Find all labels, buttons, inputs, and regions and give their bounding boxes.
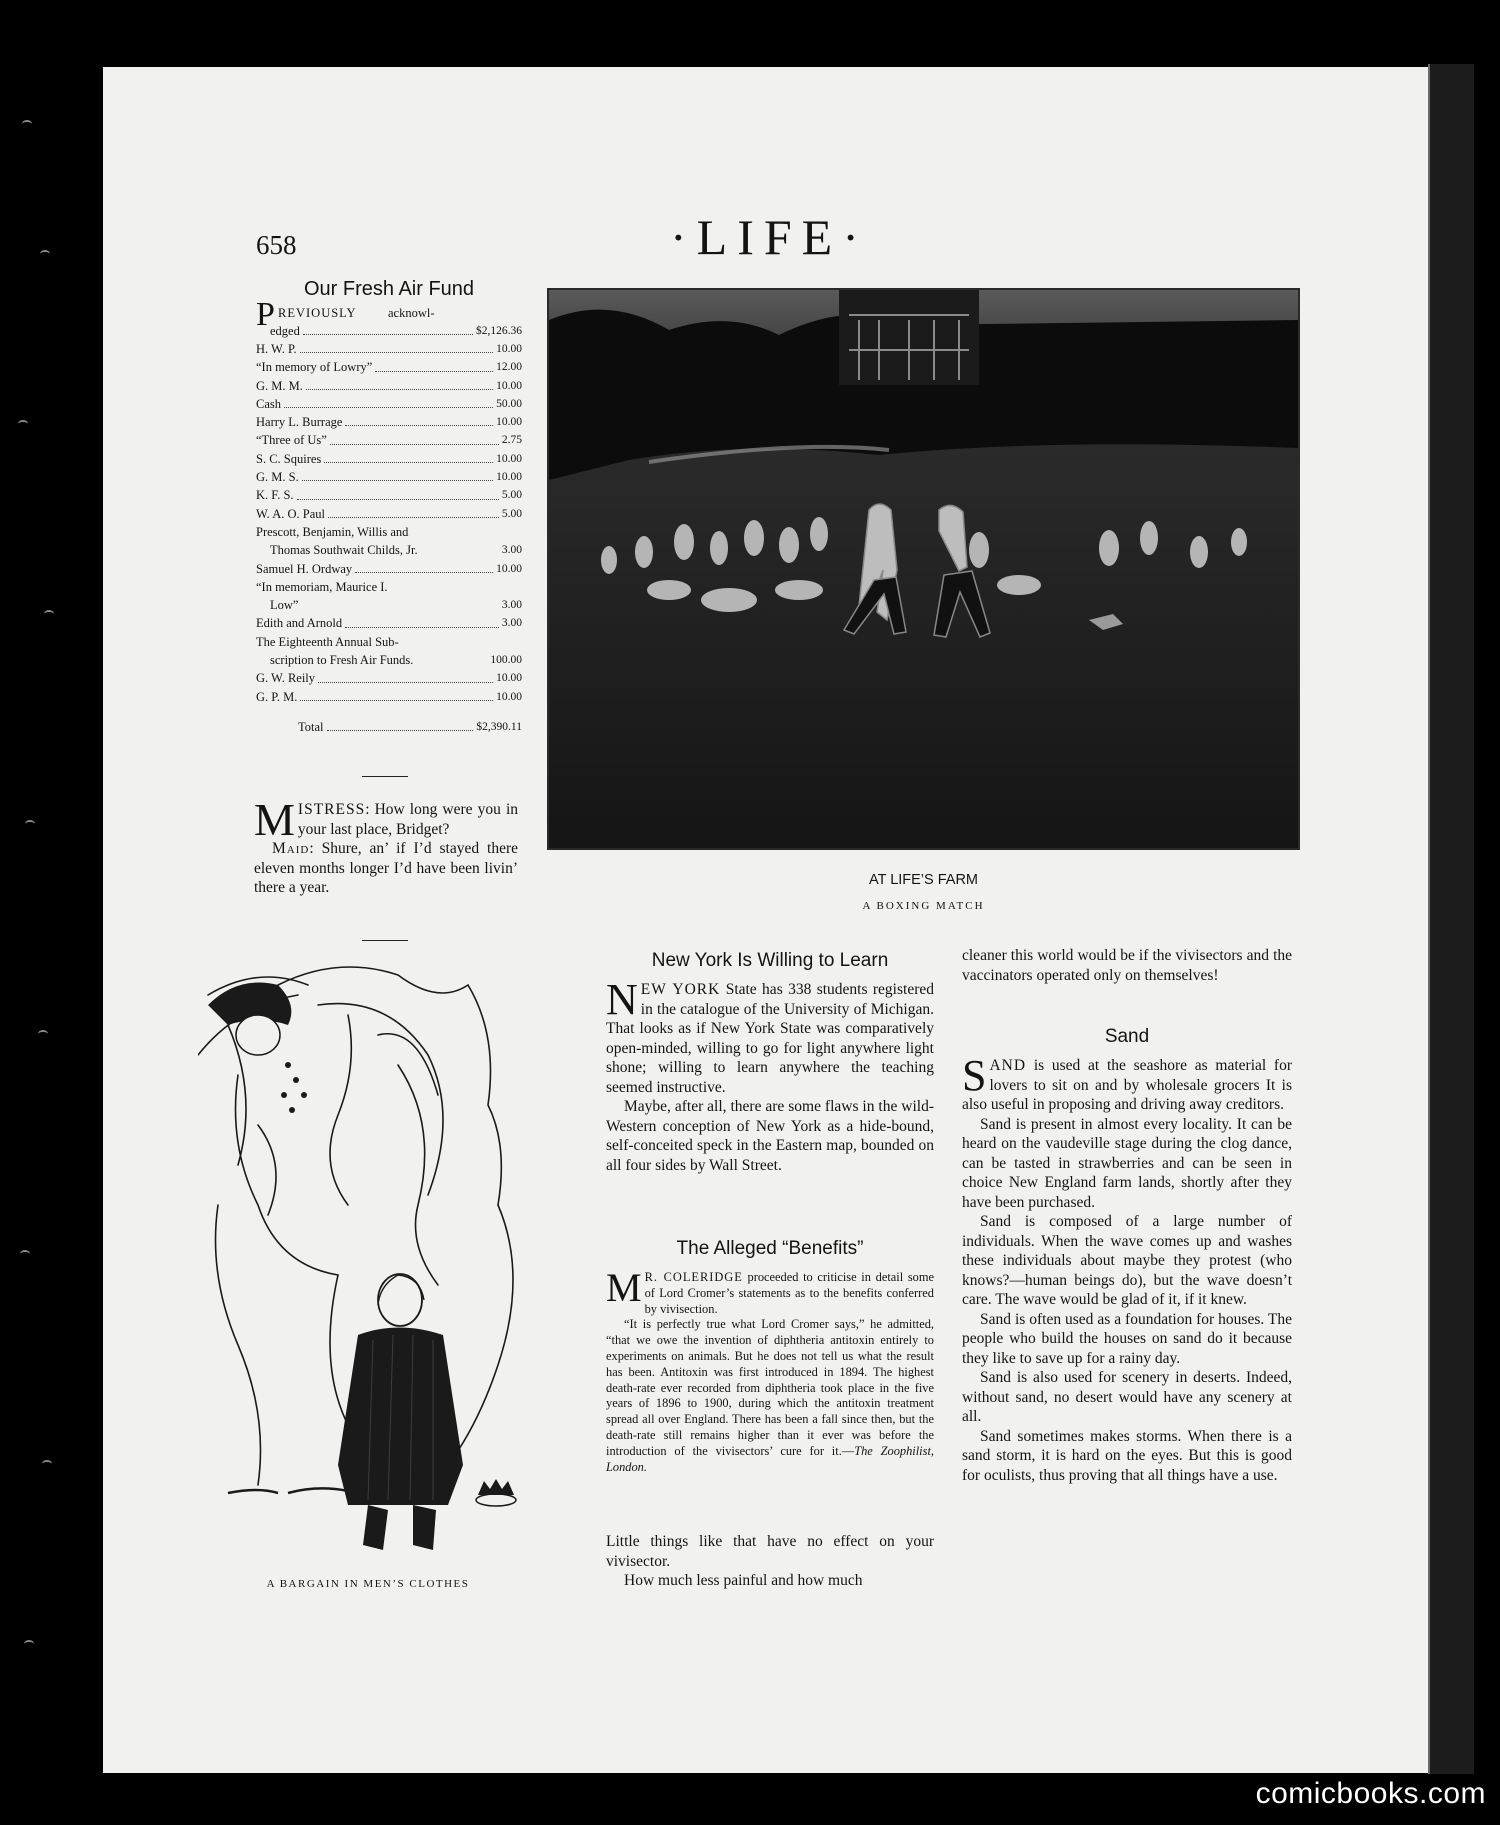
sand-title: Sand [1104,1026,1150,1047]
ledger-entry-amount: 50.00 [496,397,522,410]
dialogue-line-1: : How long were you in your last place, Bridget? [297,801,518,838]
ledger-entry-name: “In memory of Lowry” [256,360,373,375]
dialogue-joke [254,794,518,898]
fresh-air-fund-ledger [256,296,522,736]
sand-dropcap: S [962,1051,987,1100]
ledger-entry [256,505,522,523]
new-york-article [606,975,934,1175]
benefits-paragraph-3: Little things like that have no effect on your vivisector. [606,1533,934,1570]
dialogue-line-2: : Shure, an’ if I’d stayed there eleven months longer I’d have been livin’ there a year. [254,840,518,896]
ledger-entry-amount: 2.75 [501,434,522,447]
sand-paragraph-2: Sand is present in almost every locality. It can be heard on the vaudeville stage during the clog dance, can be tasted in strawberries and can be seen in choice New England farm lands, shortly after they have been purchased. [962,1115,1292,1211]
ledger-entry [256,688,522,706]
new-york-lead: EW YORK [640,981,721,998]
sand-paragraph-4: Sand is often used as a foundation for houses. The people who build the houses on sand do it because they like to save up for a rainy day. [962,1310,1292,1367]
ledger-entry-name: G. M. M. [256,378,303,393]
ledger-entry-amount: 10.00 [496,690,522,703]
ledger-entry-name-cont: scription to Fresh Air Funds. [270,653,414,668]
ledger-entry-name: Cash [256,396,281,411]
ledger-entry-amount: 5.00 [501,489,522,502]
ledger-entry-name: G. W. Reily [256,671,316,686]
facing-page-edge [1428,64,1474,1774]
ledger-intro-tail: acknowl- [388,306,435,320]
ledger-entry-name: Harry L. Burrage [256,415,343,430]
fresh-air-fund-title: Our Fresh Air Fund [303,278,475,300]
cartoon-drawing [198,945,538,1560]
ledger-entry-name: G. P. M. [256,689,298,704]
ledger-entry-name: K. F. S. [256,488,294,503]
benefits-paragraph-1: proceeded to criticise in detail some of Lord Cromer’s statements as to the benefits conferred by vivisection. [644,1270,934,1316]
ledger-entry-amount: 10.00 [496,562,522,575]
page-number: 658 [256,230,297,260]
ledger-entry [256,431,522,449]
ledger-intro-amount: $2,126.36 [476,325,522,337]
ledger-entry-amount: 100.00 [490,654,522,667]
photo-caption-subtitle: A BOXING MATCH [862,900,985,912]
ledger-entry [256,377,522,395]
ledger-entry-name: Edith and Arnold [256,616,343,631]
ledger-entry-amount: 12.00 [496,361,522,374]
dialogue-speaker-2: Maid [272,840,310,857]
ledger-total [256,718,522,736]
ledger-total-amount: $2,390.11 [476,720,522,733]
ledger-entry-name: H. W. P. [256,342,297,356]
ledger-entry [256,669,522,687]
ledger-entry [256,468,522,486]
ledger-entry [256,340,522,358]
sand-paragraph-6: Sand sometimes makes storms. When there is a sand storm, it is hard on the eyes. But this is good for oculists, thus proving that all things have a use. [962,1427,1292,1484]
boxing-match-photo [547,288,1300,850]
ledger-entries [256,340,522,523]
sand-paragraph-1: is used at the seashore as material for lovers to sit on and by wholesale grocers It is also useful in proposing and driving away creditors. [962,1057,1292,1113]
ledger-entry-amount: 3.00 [501,544,522,557]
cartoon-caption: A BARGAIN IN MEN’S CLOTHES [266,1578,470,1590]
benefits-paragraph-2: “It is perfectly true what Lord Cromer says,” he admitted, “that we owe the invention of diphtheria antitoxin entirely to experiments on animals. But he does not tell us what the result has been. Antitoxin was first introduced in 1894. The highest death-rate ever recorded from diphtheria took place in the five years of 1896 to 1900, during which the antitoxin treatment spread all over England. There has been a fall since then, but the death-rate still remains higher than it ever was before the introduction of the vivisectors’ cure for it.— [606,1317,934,1458]
new-york-paragraph-2: Maybe, after all, there are some flaws in the wild-Western conception of New York as a hide-bound, self-conceited speck in the Eastern map, bounded on all four sides by Wall Street. [606,1098,934,1174]
ledger-intro [256,296,522,340]
benefits-dropcap: M [606,1265,642,1310]
ledger-entry-amount: 10.00 [496,416,522,429]
ledger-entry [256,523,522,560]
benefits-commentary [606,1532,934,1591]
ledger-entry-name: “In memoriam, Maurice I. [256,579,388,594]
sand-lead: AND [989,1057,1027,1074]
cartoon-illustration [198,945,538,1560]
ledger-entry-amount: 5.00 [501,507,522,520]
sand-article [962,1051,1292,1485]
ledger-entry-name: G. M. S. [256,470,299,485]
benefits-source: The Zoophilist, London. [606,1443,934,1474]
ledger-tail-entries [256,669,522,706]
ledger-entry [256,560,522,578]
new-york-dropcap: N [606,975,638,1024]
ledger-entry [256,578,522,615]
divider-rule [362,940,408,941]
photo-caption-title: AT LIFE’S FARM [868,872,979,888]
ledger-entry-name: The Eighteenth Annual Sub- [256,634,399,649]
ledger-entry-amount: 10.00 [496,343,522,355]
ledger-intro-word: REVIOUSLY [278,306,357,320]
sand-paragraph-5: Sand is also used for scenery in deserts. Indeed, without sand, no desert would have any scenery at all. [962,1369,1292,1425]
benefits-lead: R. COLERIDGE [644,1270,743,1284]
ledger-entry [256,450,522,468]
ledger-entry [256,358,522,376]
ledger-entry-amount: 10.00 [496,379,522,392]
ledger-entry-name: S. C. Squires [256,451,322,466]
benefits-paragraph-4-cont: cleaner this world would be if the vivisectors and the vaccinators operated only on themselves! [962,947,1292,984]
divider-rule [362,776,408,777]
ledger-entry-name-cont: Low” [270,598,299,613]
benefits-paragraph-4: How much less painful and how much [624,1572,863,1589]
ledger-entry-name-cont: Thomas Southwait Childs, Jr. [270,543,418,558]
ledger-entry-amount: 3.00 [501,617,522,630]
ledger-entry [256,486,522,504]
dialogue-dropcap: M [254,794,295,845]
sand-paragraph-3: Sand is composed of a large number of individuals. When the wave comes up and washes these individuals about maybe they protest (who knows?—human beings do), but the wave doesn’t care. The wave would be glad of it, if it knew. [962,1213,1292,1308]
ledger-entry-name: W. A. O. Paul [256,506,325,521]
benefits-title: The Alleged “Benefits” [676,1238,864,1259]
ledger-entry-amount: 10.00 [496,672,522,685]
ledger-entry [256,633,522,670]
ledger-entry [256,413,522,431]
new-york-paragraph-1: State has 338 students registered in the catalogue of the University of Michigan. That looks as if New York State was comparatively open-minded, willing to go for light anywhere light shone; willing to learn anywhere the teaching seemed instructive. [606,981,934,1096]
masthead-title: ·LIFE· [670,209,869,265]
ledger-entry [256,614,522,632]
ledger-entry-amount: 10.00 [496,471,522,484]
ledger-dropcap: P [256,296,275,333]
dialogue-speaker-1: ISTRESS [297,801,366,818]
benefits-continuation [962,946,1292,985]
ledger-entry-name: Samuel H. Ordway [256,561,353,576]
benefits-quote [606,1265,934,1475]
ledger-entry [256,395,522,413]
photo-graphic [549,290,1298,848]
ledger-entry-name: Prescott, Benjamin, Willis and [256,524,409,539]
ledger-intro-line2: edged [270,324,300,338]
ledger-entry-amount: 3.00 [501,599,522,612]
ledger-total-label: Total [298,719,324,734]
site-watermark: comicbooks.com [1255,1777,1486,1810]
ledger-entry-amount: 10.00 [496,452,522,465]
ledger-entry-name: “Three of Us” [256,433,327,448]
new-york-title: New York Is Willing to Learn [651,950,889,971]
